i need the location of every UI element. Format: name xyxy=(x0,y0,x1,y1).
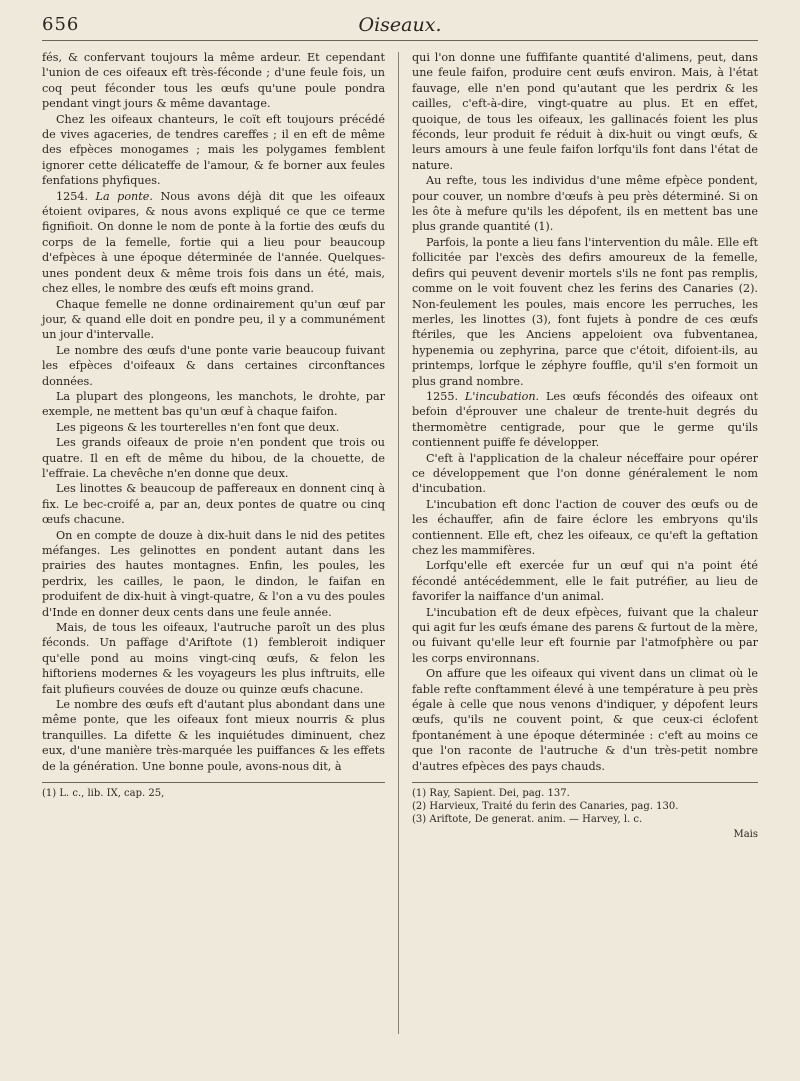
paragraph: Au refte, tous les individus d'une même efpèce pondent, pour couver, un nombre d'œufs à peu près déterminé. Si on les ôte à mefure qu'ils les dépofent, ils en mettent bas une plus grande quantité (1). xyxy=(412,174,758,234)
section-1255 xyxy=(412,389,758,451)
paragraph: Mais, de tous les oifeaux, l'autruche paroît un des plus féconds. Un paffage d'Ariftote (1) fembleroit indiquer qu'elle pond au moins vingt-cinq œufs, & felon les hiftoriens modernes & les voyageurs les plus inftruits, elle fait plufieurs couvées de douze ou quinze œufs chacune. xyxy=(42,621,385,696)
paragraph: Les grands oifeaux de proie n'en pondent que trois ou quatre. Il en eft de même du hibou, de la chouette, de l'effraie. La chevêche n'en donne que deux. xyxy=(42,436,385,480)
section-title: L'incubation. xyxy=(464,389,540,403)
running-head: Oiseaux. xyxy=(358,14,442,36)
section-text: Les œufs fécondés des oifeaux ont befoin d'éprouver une chaleur de trente-huit degrés du thermomètre centigrade, pour que le germe qu'ils contiennent puiffe fe développer. xyxy=(412,389,759,450)
footnote-rule xyxy=(42,782,385,783)
paragraph: Le nombre des œufs eft d'autant plus abondant dans une même ponte, que les oifeaux font mieux nourris & plus tranquilles. La difette & les inquiétudes diminuent, chez eux, d'une manière très-marquée les puiffances & les effets de la génération. Une bonne poule, avons-nous dit, à xyxy=(42,698,385,773)
paragraph: Le nombre des œufs d'une ponte varie beaucoup fuivant les efpèces d'oifeaux & dans certaines circonftances données. xyxy=(42,343,385,388)
paragraph: C'eft à l'application de la chaleur néceffaire pour opérer ce développement que l'on donne généralement le nom d'incubation. xyxy=(412,451,758,496)
header-rule xyxy=(42,40,758,41)
section-title: La ponte. xyxy=(95,189,153,203)
section-number: 1255. xyxy=(426,389,459,403)
footnote-rule xyxy=(412,782,758,783)
page-header xyxy=(42,14,758,40)
right-column xyxy=(412,50,758,841)
footnote: (1) L. c., lib. IX, cap. 25, xyxy=(42,788,165,800)
column-divider xyxy=(398,52,399,1034)
section-number: 1254. xyxy=(56,189,89,203)
paragraph: Les pigeons & les tourterelles n'en font que deux. xyxy=(56,420,340,434)
left-column xyxy=(42,50,385,800)
paragraph: qui l'on donne une fuffifante quantité d'alimens, peut, dans une feule faifon, produire cent œufs environ. Mais, à l'état fauvage, elle n'en pond qu'autant que les perdrix & les cailles, c'eft-à-dire, vingt-quatre au plus. Et en effet, quoique, de tous les oifeaux, les gallinacés foient les plus féconds, leur produit fe réduit à dix-huit ou vingt œufs, & leurs amours à une feule faifon lorfqu'ils font dans l'état de nature. xyxy=(412,51,758,172)
paragraph: L'incubation eft de deux efpèces, fuivant que la chaleur qui agit fur les œufs émane des parens & furtout de la mère, ou fuivant qu'elle leur eft fournie par l'atmofphère ou par les corps environnans. xyxy=(412,605,758,665)
paragraph: Chez les oifeaux chanteurs, le coït eft toujours précédé de vives agaceries, de tendres careffes ; il en eft de même des efpèces monogames ; mais les polygames femblent ignorer cette délicateffe de l'amour, & fe borner aux feules fenfations phyfiques. xyxy=(42,112,385,188)
paragraph: La plupart des plongeons, les manchots, le drohte, par exemple, ne mettent bas qu'un œuf à chaque faifon. xyxy=(42,389,385,419)
paragraph: Les linottes & beaucoup de paffereaux en donnent cinq à fix. Le bec-croifé a, par an, deux pontes de quatre ou cinq œufs chacune. xyxy=(42,482,385,527)
paragraph: Lorfqu'elle eft exercée fur un œuf qui n'a point été fécondé antécédemment, elle le fait putréfier, au lieu de favorifer la naiffance d'un animal. xyxy=(412,559,758,604)
paragraph: fés, & confervant toujours la même ardeur. Et cependant l'union de ces oifeaux eft très-féconde ; d'une feule fois, un coq peut féconder tous les œufs qu'une poule pondra pendant vingt jours & même davantage. xyxy=(42,51,385,111)
paragraph: L'incubation eft donc l'action de couver des œufs ou de les échauffer, afin de faire éclore les embryons qu'ils contiennent. Elle eft, chez les oifeaux, ce qu'eft la geftation chez les mammifères. xyxy=(412,497,758,557)
catchword: Mais xyxy=(733,829,758,841)
paragraph: Chaque femelle ne donne ordinairement qu'un œuf par jour, & quand elle doit en pondre peu, il y a communément un jour d'intervalle. xyxy=(42,297,385,342)
section-1254 xyxy=(42,189,385,297)
footnote: (3) Ariftote, De generat. anim. — Harvey, l. c. xyxy=(412,814,643,826)
paragraph: Parfois, la ponte a lieu fans l'intervention du mâle. Elle eft follicitée par l'excès des defirs amoureux de la femelle, defirs qui peuvent devenir mortels s'ils ne font pas remplis, comme on le voit fouvent chez les ferins des Canaries (2). Non-feulement les poules, mais encore les perruches, les merles, les linottes (3), font fujets à pondre de ces œufs ftériles, que les Anciens appeloient ova fubventanea, hypenemia ou zephyrina, parce que c'étoit, difoient-ils, au printemps, lorfque le zéphyre fouffle, qu'il s'en formoit un plus grand nombre. xyxy=(412,235,758,388)
paragraph: On en compte de douze à dix-huit dans le nid des petites méfanges. Les gelinottes en pondent autant dans les prairies des hautes montagnes. Enfin, les poules, les perdrix, les cailles, le paon, le dindon, le faifan en produifent de dix-huit à vingt-quatre, & l'on a vu des poules d'Inde en donner deux cents dans une feule année. xyxy=(42,528,385,619)
page-number: 656 xyxy=(42,14,80,35)
section-text: Nous avons déjà dit que les oifeaux étoient ovipares, & nous avons expliqué ce que ce terme fignifioit. On donne le nom de ponte à la fortie des œufs du corps de la femelle, fortie qui a lieu pour beaucoup d'efpèces à une époque déterminée de l'année. Quelques-unes pondent deux & même trois fois dans un été, mais, chez elles, le nombre des œufs eft moins grand. xyxy=(42,189,385,296)
footnote: (2) Harvieux, Traité du ferin des Canaries, pag. 130. xyxy=(412,801,679,813)
paragraph: On affure que les oifeaux qui vivent dans un climat où le fable refte conftamment élevé à une température à peu près égale à celle que nous venons d'indiquer, y dépofent leurs œufs, qu'ils ne couvent point, & que ceux-ci éclofent fpontanément à une époque déterminée : c'eft au moins ce que l'on raconte de l'autruche & d'un très-petit nombre d'autres efpèces des pays chauds. xyxy=(412,667,758,773)
footnote: (1) Ray, Sapient. Dei, pag. 137. xyxy=(412,788,570,800)
